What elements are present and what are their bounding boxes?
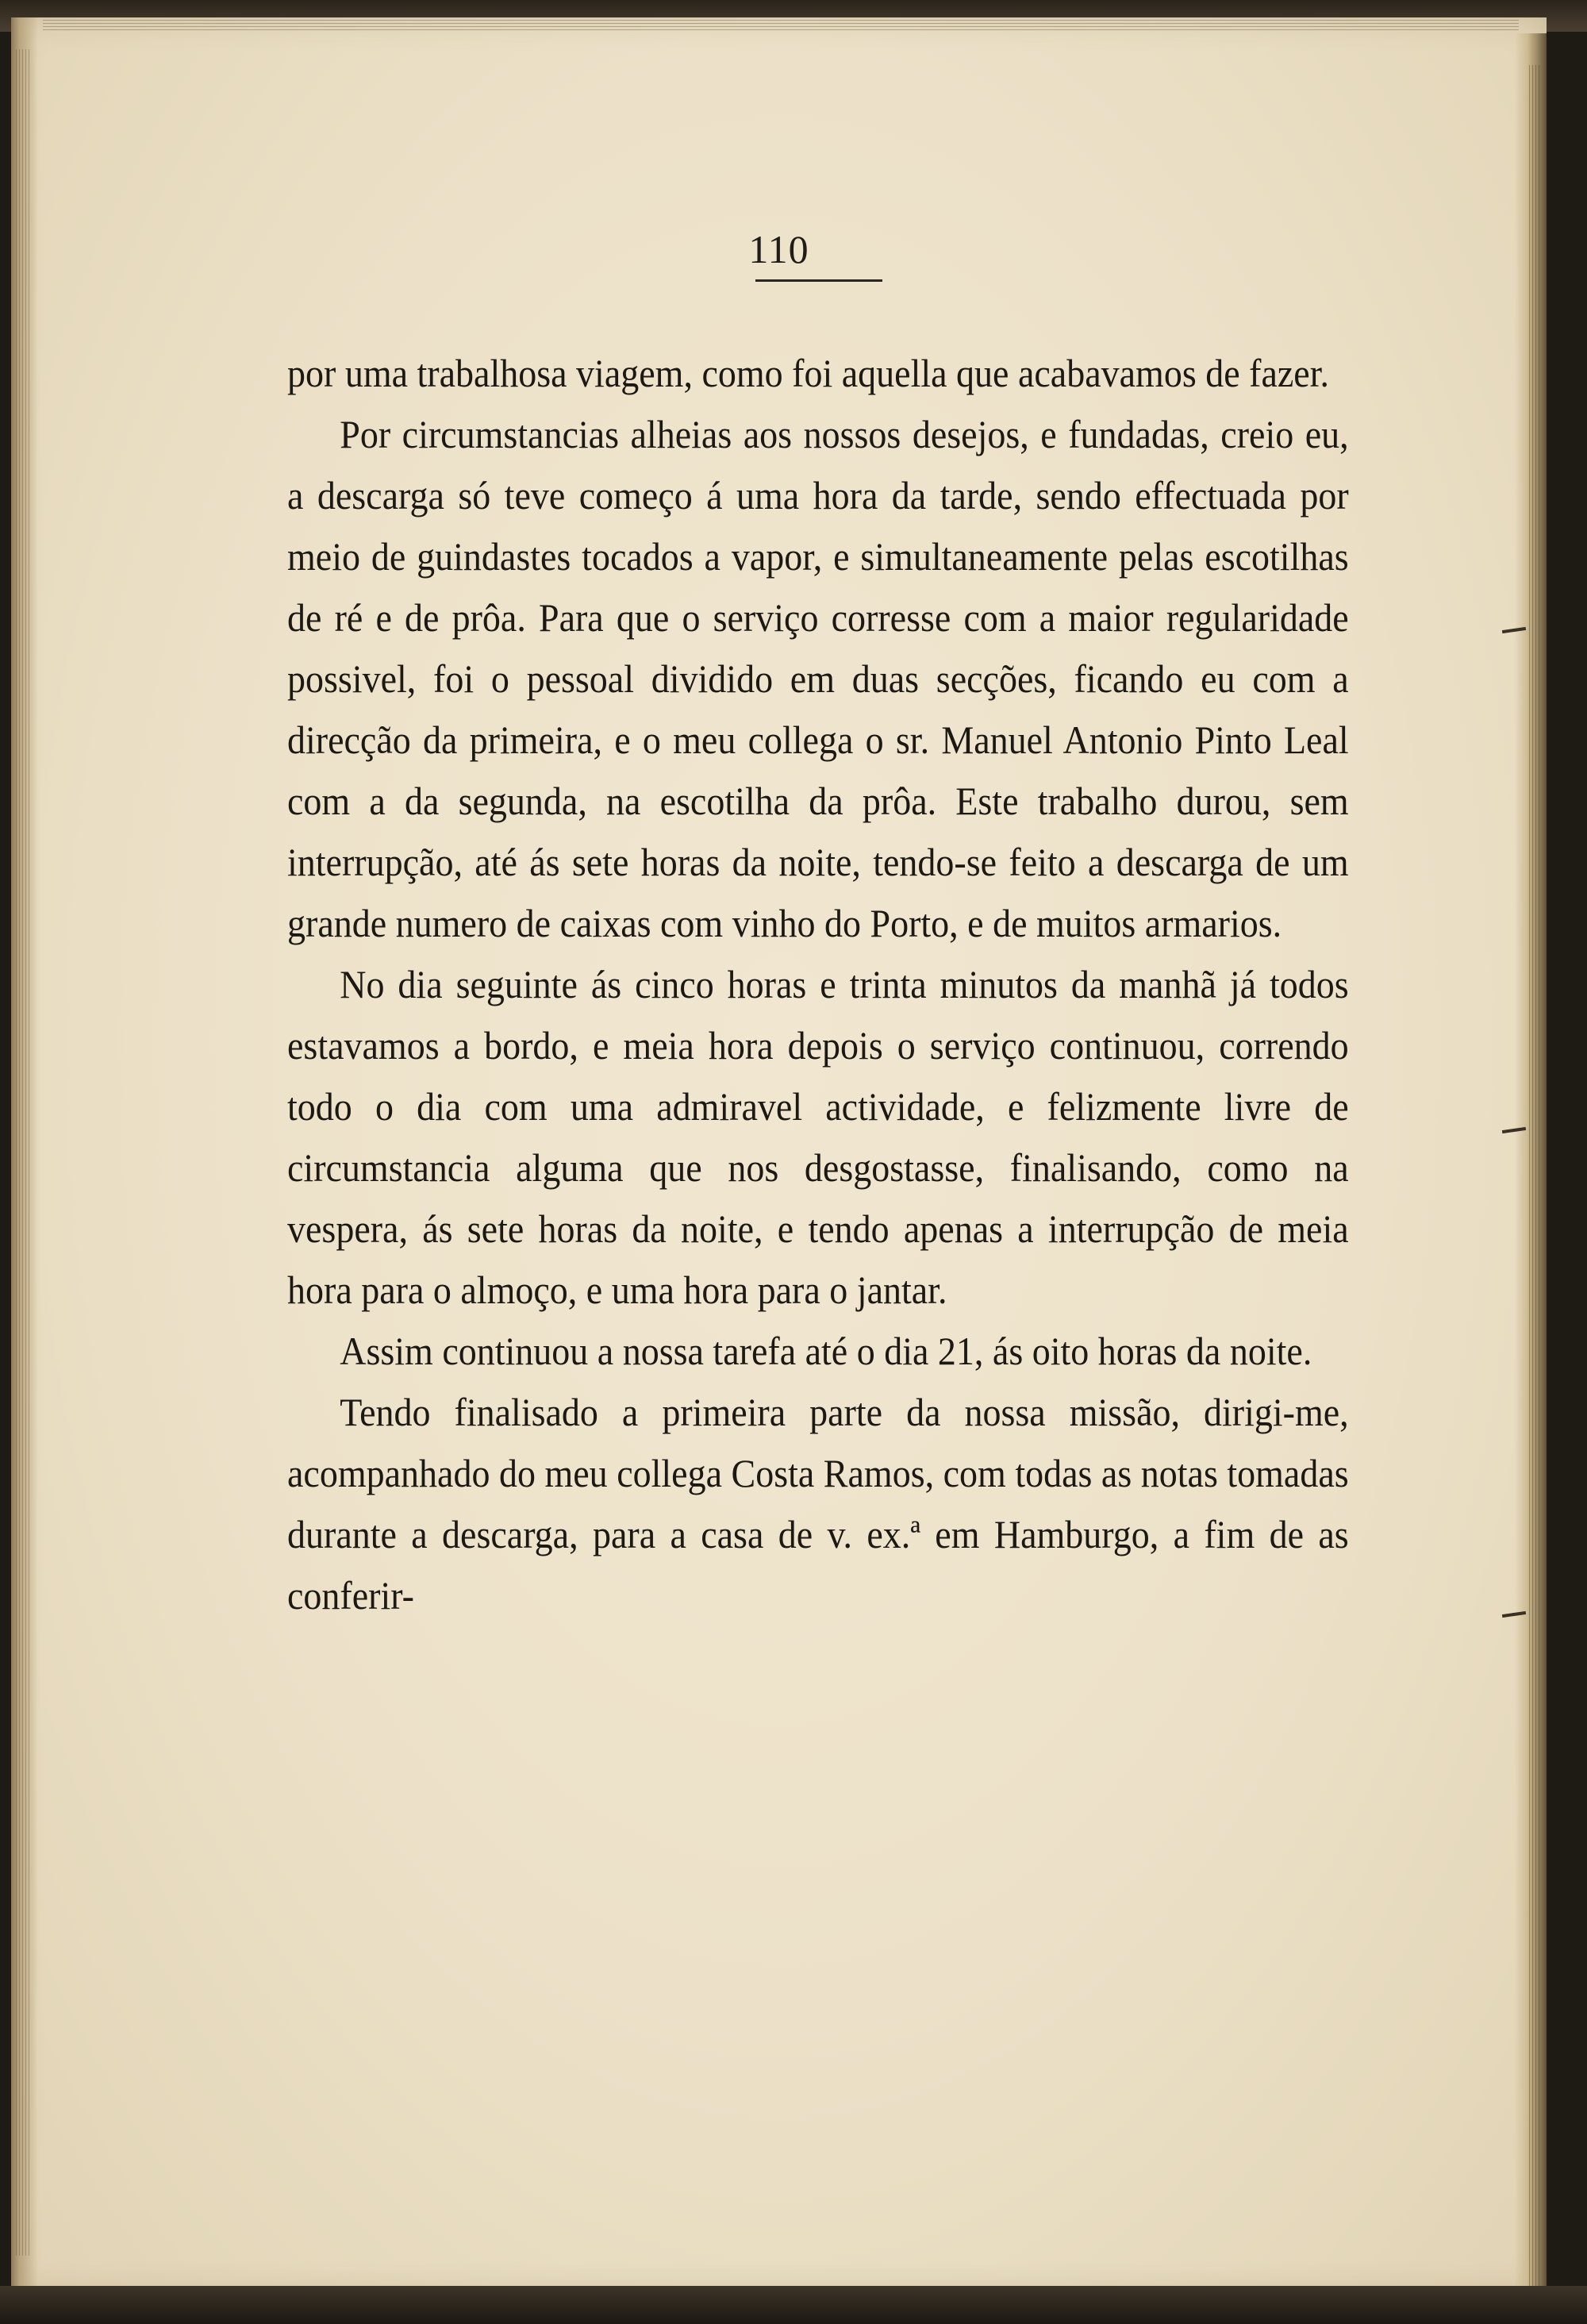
paragraph: Por circumstancias alheias aos nossos desejos, e fundadas, creio eu, a descarga só teve começo á uma hora da tarde, sendo effectuada por meio de guindastes tocados a vapor, e simultaneamente pelas escotilhas de ré e de prôa. Para que o serviço corresse com a maior regularidade possivel, foi o pessoal dividido em duas secções, ficando eu com a direcção da primeira, e o meu collega o sr. Manuel Antonio Pinto Leal com a da segunda, na escotilha da prôa. Este trabalho durou, sem interrupção, até ás sete horas da noite, tendo-se feito a descarga de um grande numero de caixas com vinho do Porto, e de muitos armarios.: [287, 412, 1349, 945]
scan-backdrop-bottom: [0, 2286, 1587, 2324]
binding-gutter: [11, 17, 38, 2294]
page-stack-top-edge: [43, 17, 1519, 30]
running-header: [11, 225, 1547, 273]
right-edge-page-lines: [1529, 65, 1540, 2287]
page-stack-right-edge: [1515, 33, 1547, 2287]
body-text: [287, 343, 1349, 1626]
header-rule: [755, 279, 882, 282]
paragraph: Tendo finalisado a primeira parte da nossa missão, dirigi-me, acompanhado do meu collega Costa Ramos, com todas as notas tomadas durante a descarga, para a casa de v. ex.ª em Hamburgo, a fim de as conferir-: [287, 1390, 1349, 1618]
gutter-page-lines: [16, 49, 30, 2256]
book-page: [11, 17, 1547, 2294]
page-number: 110: [748, 227, 809, 271]
paragraph: por uma trabalhosa viagem, como foi aquella que acabavamos de fazer.: [287, 351, 1330, 395]
paragraph: Assim continuou a nossa tarefa até o dia 21, ás oito horas da noite.: [340, 1329, 1312, 1373]
paragraph: No dia seguinte ás cinco horas e trinta minutos da manhã já todos estavamos a bordo, e meia hora depois o serviço continuou, correndo todo o dia com uma admiravel actividade, e felizmente livre de circumstancia alguma que nos desgostasse, finalisando, como na vespera, ás sete horas da noite, e tendo apenas a interrupção de meia hora para o almoço, e uma hora para o jantar.: [287, 962, 1349, 1312]
